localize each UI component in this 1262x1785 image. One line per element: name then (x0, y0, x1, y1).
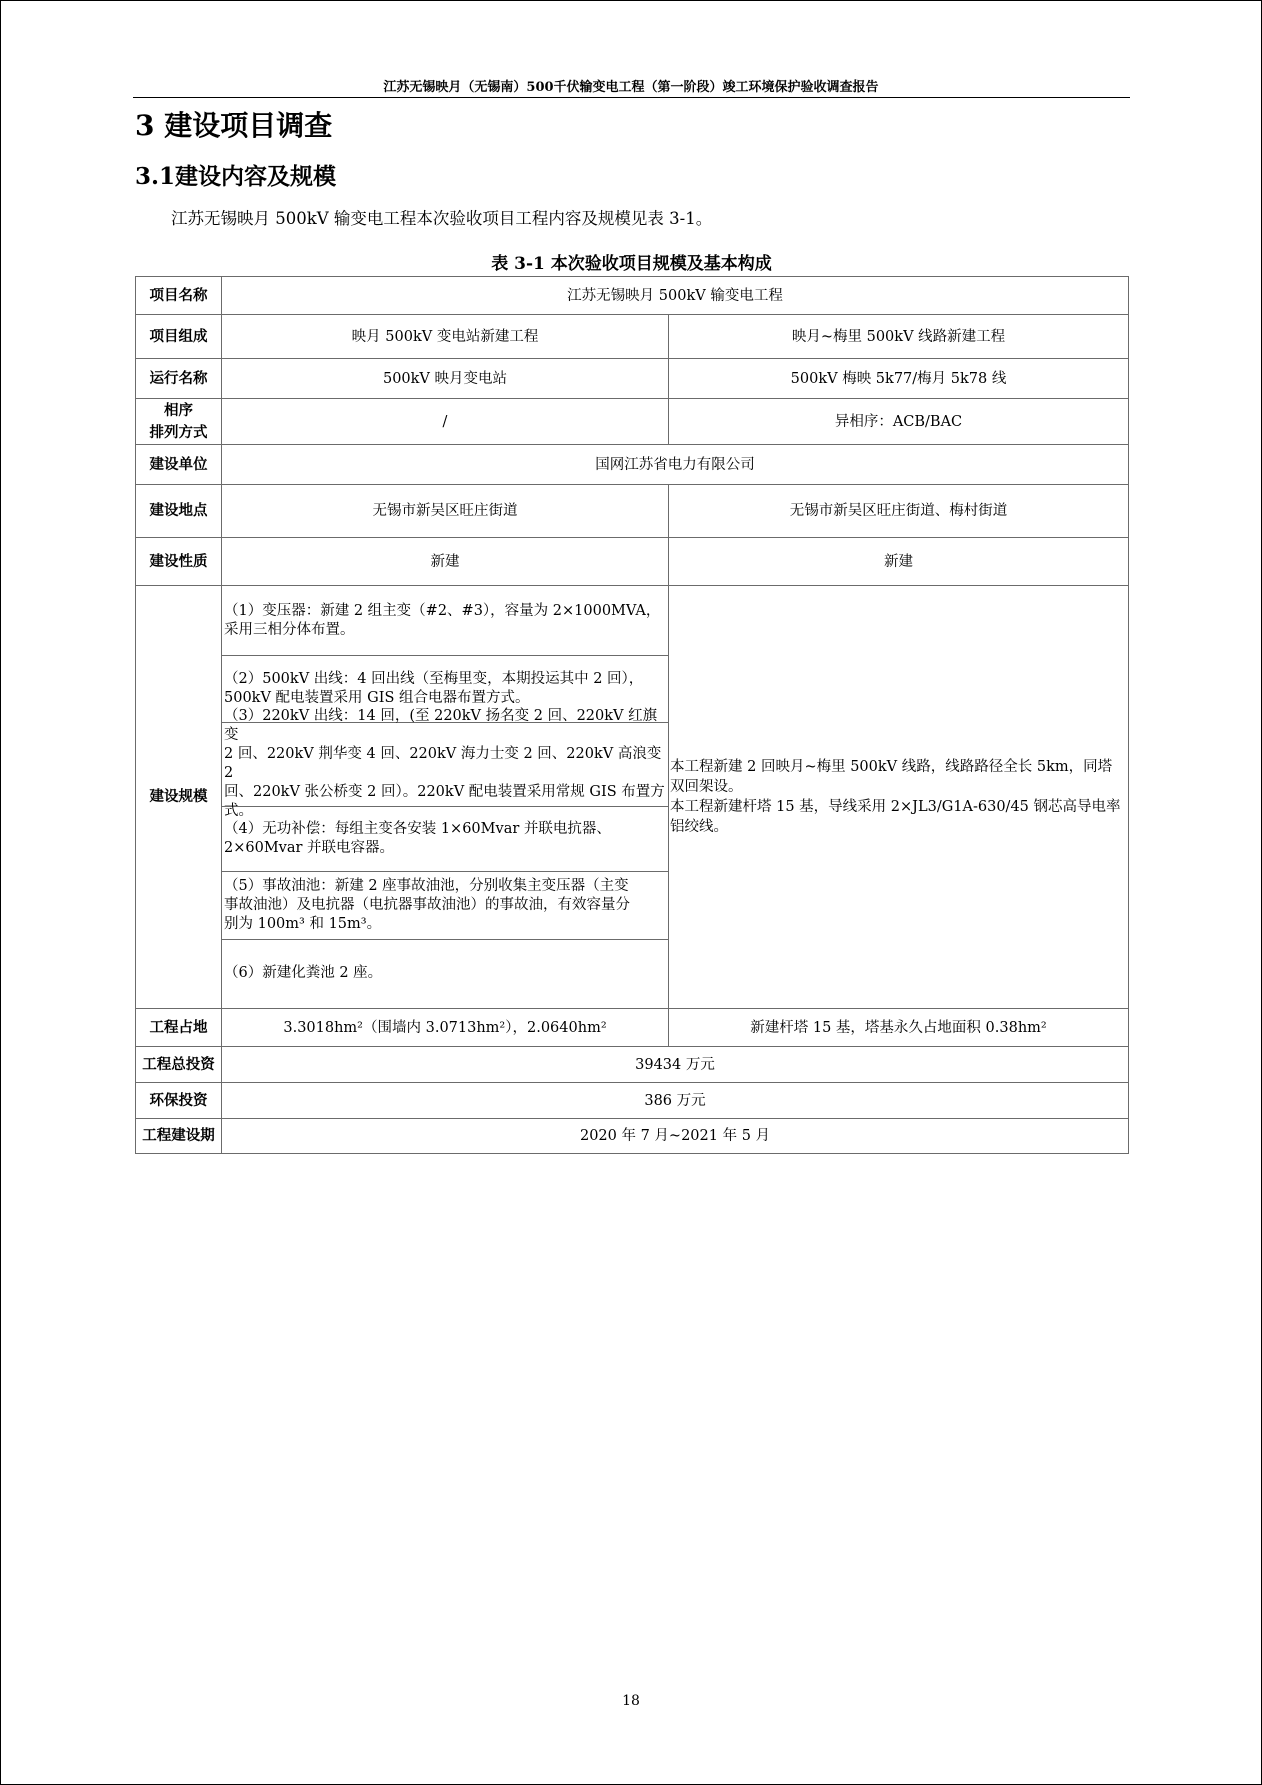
scale-item-line: 2 回、220kV 荆华变 4 回、220kV 海力士变 2 回、220kV 高浪变 2 (224, 746, 662, 781)
row-label: 工程建设期 (136, 1119, 222, 1154)
row-label-line: 相序 (164, 402, 193, 419)
scale-item-line: （5）事故油池：新建 2 座事故油池，分别收集主变压器（主变 (224, 877, 629, 894)
cell-substation: / (222, 399, 669, 445)
row-label: 建设地点 (136, 485, 222, 538)
line-scale-line: 双回架设。 (670, 779, 743, 795)
table-row (136, 1009, 1129, 1047)
table-row (136, 315, 1129, 359)
scale-item-line: 回、220kV 张公桥变 2 回）。220kV 配电装置采用常规 GIS 布置方 (224, 784, 665, 800)
cell-substation: 500kV 映月变电站 (222, 359, 669, 399)
row-label: 工程占地 (136, 1009, 222, 1047)
cell-substation: 新建 (222, 538, 669, 586)
row-label: 建设性质 (136, 538, 222, 586)
scale-item-line: （1）变压器：新建 2 组主变（#2、#3），容量为 2×1000MVA， (224, 602, 661, 619)
running-header: 江苏无锡映月（无锡南）500千伏输变电工程（第一阶段）竣工环境保护验收调查报告 (383, 80, 879, 95)
table-row (136, 1119, 1129, 1154)
scale-item-line: （3）220kV 出线：14 回，(至 220kV 扬名变 2 回、220kV 红旗变 (224, 708, 658, 743)
table-row (136, 1083, 1129, 1119)
project-scale-table (135, 276, 1129, 1154)
row-label: 项目名称 (136, 277, 222, 315)
scale-item-line: （2）500kV 出线：4 回出线（至梅里变，本期投运其中 2 回）， (224, 670, 644, 687)
cell-substation: 映月 500kV 变电站新建工程 (222, 315, 669, 359)
table-row (136, 277, 1129, 315)
line-scale-cell (669, 586, 1129, 1009)
line-scale-line: 本工程新建 2 回映月~梅里 500kV 线路，线路路径全长 5km，同塔 (670, 759, 1113, 775)
row-label: 运行名称 (136, 359, 222, 399)
cell-value: 386 万元 (222, 1083, 1129, 1119)
cell-value: 国网江苏省电力有限公司 (222, 445, 1129, 485)
scale-item (222, 872, 668, 940)
cell-line: 映月~梅里 500kV 线路新建工程 (669, 315, 1129, 359)
row-label: 建设规模 (136, 586, 222, 1009)
header-rule (133, 97, 1130, 98)
scale-item (222, 708, 668, 819)
cell-value: 2020 年 7 月~2021 年 5 月 (222, 1119, 1129, 1154)
table-row (136, 445, 1129, 485)
table-row (136, 1047, 1129, 1083)
row-label (136, 399, 222, 445)
row-label: 环保投资 (136, 1083, 222, 1119)
scale-item-line: （6）新建化粪池 2 座。 (224, 965, 383, 981)
scale-item-line: 采用三相分体布置。 (224, 621, 355, 638)
row-label-line: 排列方式 (149, 424, 208, 441)
line-scale-line: 铝绞线。 (670, 819, 728, 835)
row-label: 工程总投资 (136, 1047, 222, 1083)
cell-substation: 无锡市新吴区旺庄街道 (222, 485, 669, 538)
row-label: 建设单位 (136, 445, 222, 485)
scale-item-line: 别为 100m³ 和 15m³。 (224, 915, 382, 932)
table-row (136, 485, 1129, 538)
table-row (136, 538, 1129, 586)
line-scale-line: 本工程新建杆塔 15 基，导线采用 2×JL3/G1A-630/45 钢芯高导电率 (670, 799, 1121, 815)
scale-item (222, 587, 668, 656)
substation-scale-cell (222, 586, 669, 1009)
scale-item-line: 事故油池）及电抗器（电抗器事故油池）的事故油，有效容量分 (224, 896, 630, 913)
table-caption: 表 3-1 本次验收项目规模及基本构成 (491, 254, 772, 274)
table-row (136, 359, 1129, 399)
cell-line: 500kV 梅映 5k77/梅月 5k78 线 (669, 359, 1129, 399)
line-scale-text (669, 757, 1128, 837)
page-number: 18 (622, 1693, 640, 1709)
scale-item (222, 940, 668, 1008)
scale-item-line: 2×60Mvar 并联电容器。 (224, 839, 395, 856)
scale-item-line: 500kV 配电装置采用 GIS 组合电器布置方式。 (224, 689, 530, 706)
cell-line: 新建 (669, 538, 1129, 586)
cell-line: 异相序：ACB/BAC (669, 399, 1129, 445)
scale-item-line: 式。 (224, 803, 253, 819)
table-row (136, 399, 1129, 445)
scale-item-line: （4）无功补偿：每组主变各安装 1×60Mvar 并联电抗器、 (224, 820, 611, 837)
cell-substation: 3.3018hm²（围墙内 3.0713hm²），2.0640hm² (222, 1009, 669, 1047)
cell-value: 江苏无锡映月 500kV 输变电工程 (222, 277, 1129, 315)
cell-value: 39434 万元 (222, 1047, 1129, 1083)
cell-line: 新建杆塔 15 基，塔基永久占地面积 0.38hm² (669, 1009, 1129, 1047)
chapter-title: 3 建设项目调查 (135, 109, 333, 142)
cell-line: 无锡市新吴区旺庄街道、梅村街道 (669, 485, 1129, 538)
table-row (136, 586, 1129, 1009)
row-label: 项目组成 (136, 315, 222, 359)
section-title: 3.1建设内容及规模 (135, 163, 337, 190)
intro-paragraph: 江苏无锡映月 500kV 输变电工程本次验收项目工程内容及规模见表 3-1。 (171, 209, 713, 228)
